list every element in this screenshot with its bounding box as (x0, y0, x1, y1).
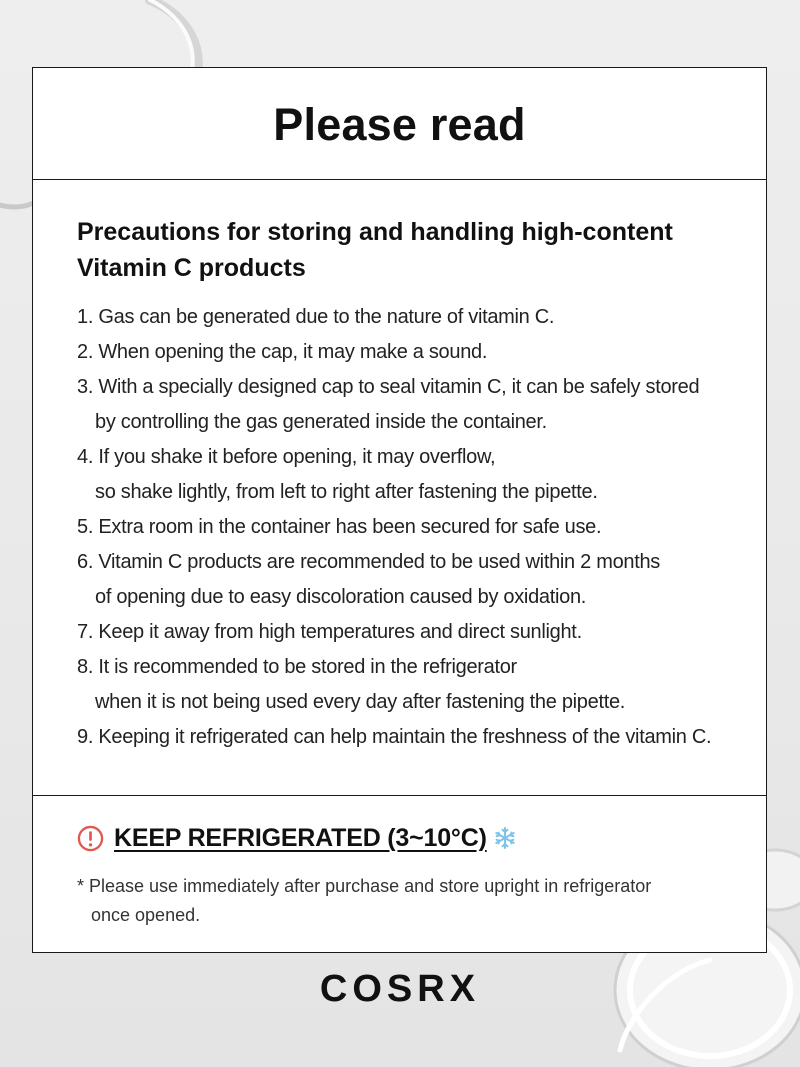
item-text-continued: when it is not being used every day after fastening the pipette. (95, 691, 626, 713)
list-item (77, 335, 736, 370)
item-text: If you shake it before opening, it may overflow, (98, 446, 496, 468)
exclamation-circle-icon (77, 825, 104, 852)
item-text: Vitamin C products are recommended to be used within 2 months (98, 551, 660, 573)
item-text: Keep it away from high temperatures and direct sunlight. (98, 621, 582, 643)
keep-refrigerated-label: KEEP REFRIGERATED (3~10°C) (114, 823, 487, 852)
list-item (77, 370, 736, 440)
precautions-list (77, 300, 736, 755)
storage-note-line-1: * Please use immediately after purchase and store upright in refrigerator (77, 876, 652, 896)
list-item (77, 545, 736, 615)
section-heading (77, 214, 736, 286)
list-item (77, 300, 736, 335)
item-text: With a specially designed cap to seal vitamin C, it can be safely stored (98, 376, 700, 398)
item-number: 4. (77, 446, 94, 468)
notice-card (32, 67, 767, 953)
storage-section (33, 796, 766, 930)
storage-note (77, 872, 736, 930)
item-number: 9. (77, 726, 94, 748)
brand-logo: COSRX (319, 968, 481, 1010)
item-number: 5. (77, 516, 94, 538)
section-heading-line-1: Precautions for storing and handling high-content (77, 218, 673, 246)
keep-refrigerated-row (77, 820, 736, 856)
item-text-continued: of opening due to easy discoloration caused by oxidation. (95, 586, 587, 608)
item-number: 2. (77, 341, 94, 363)
snowflake-icon (493, 826, 517, 850)
item-number: 6. (77, 551, 94, 573)
list-item (77, 615, 736, 650)
item-text-continued: so shake lightly, from left to right after fastening the pipette. (95, 481, 598, 503)
item-number: 1. (77, 306, 94, 328)
item-number: 3. (77, 376, 94, 398)
item-text: Gas can be generated due to the nature of vitamin C. (98, 306, 555, 328)
list-item (77, 720, 736, 755)
item-text: Extra room in the container has been secured for safe use. (98, 516, 602, 538)
item-text: It is recommended to be stored in the refrigerator (98, 656, 517, 678)
item-text: When opening the cap, it may make a sound. (98, 341, 488, 363)
section-heading-line-2: Vitamin C products (77, 254, 306, 282)
item-number: 7. (77, 621, 94, 643)
list-item (77, 440, 736, 510)
list-item (77, 650, 736, 720)
list-item (77, 510, 736, 545)
page-title: Please read (273, 98, 526, 150)
item-text: Keeping it refrigerated can help maintain the freshness of the vitamin C. (98, 726, 712, 748)
title-section (33, 68, 766, 180)
storage-note-line-2: once opened. (91, 905, 201, 925)
item-text-continued: by controlling the gas generated inside the container. (95, 411, 547, 433)
precautions-section (33, 180, 766, 796)
item-number: 8. (77, 656, 94, 678)
